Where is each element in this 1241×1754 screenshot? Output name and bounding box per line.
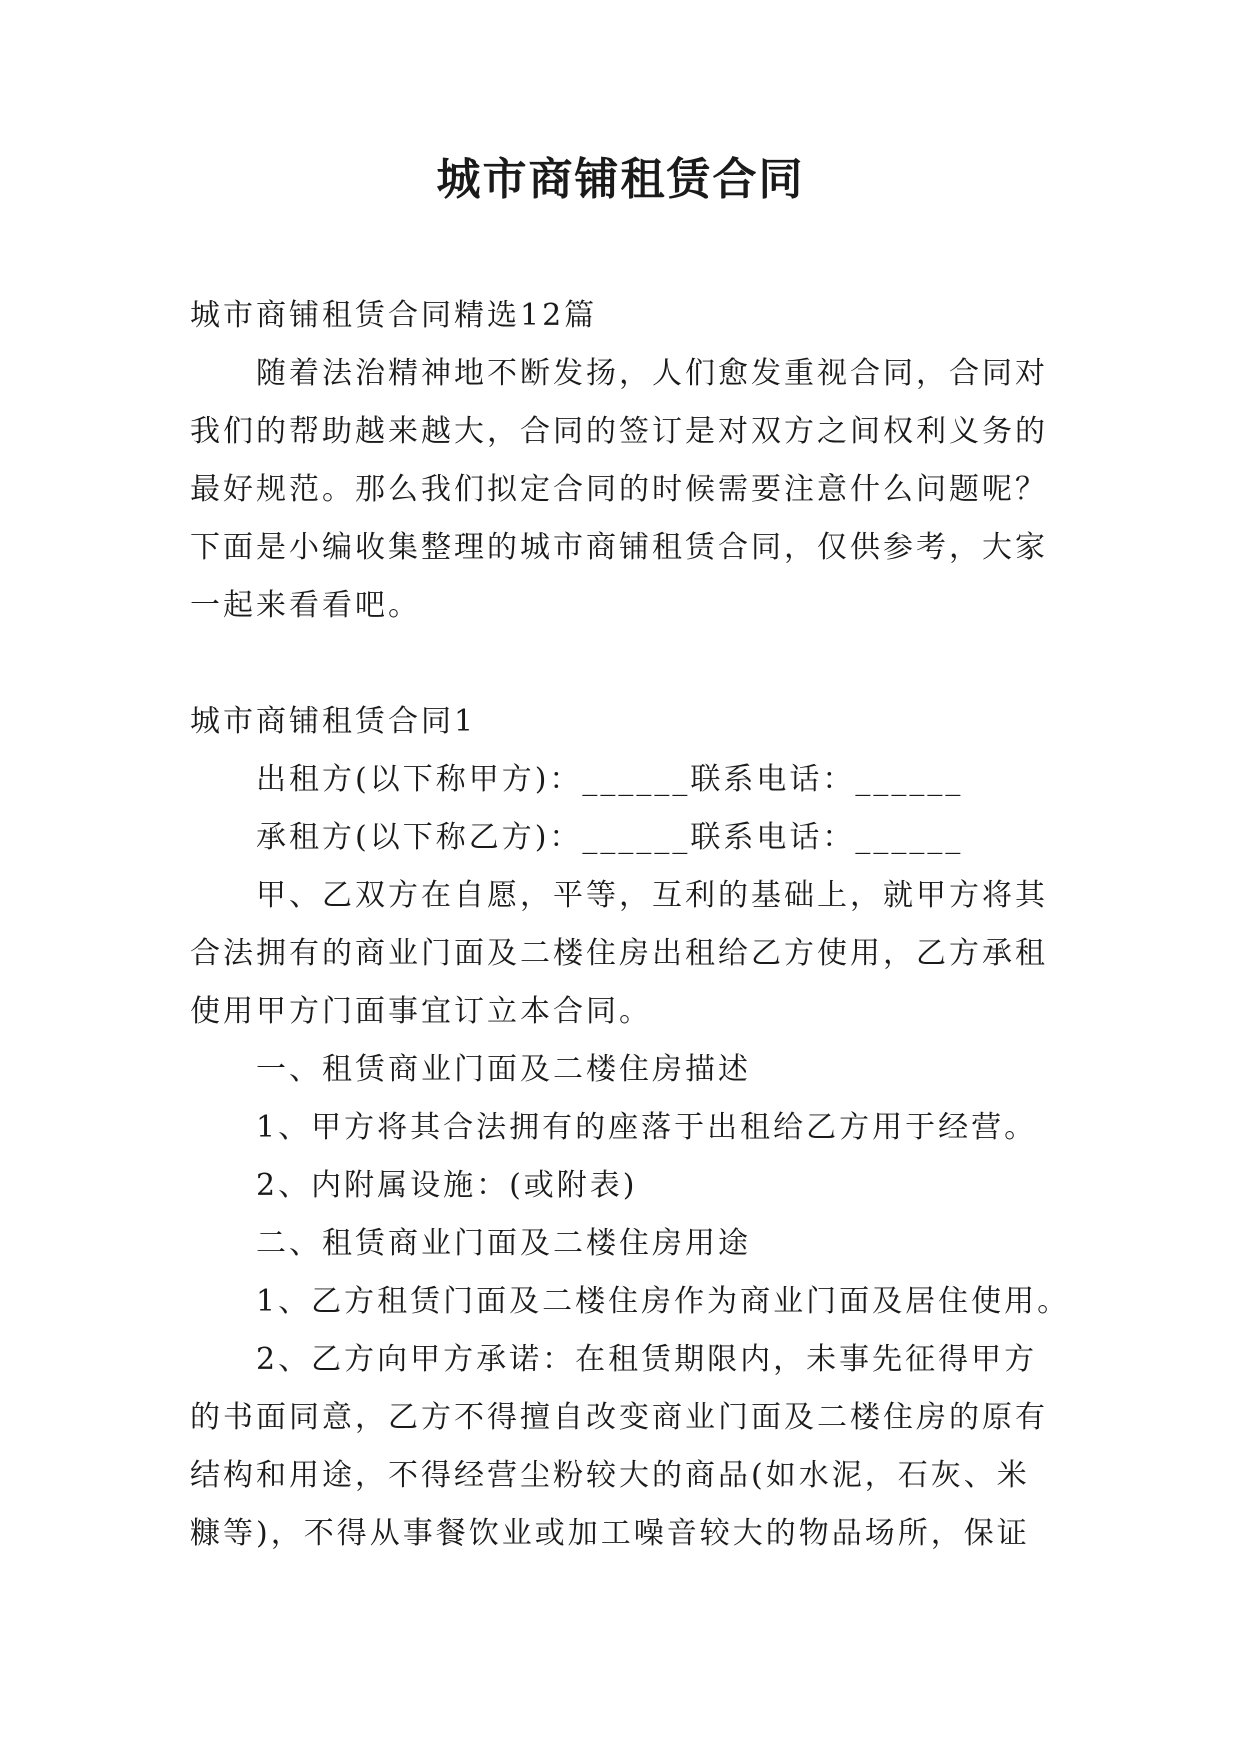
clause-2-item: 1、乙方租赁门面及二楼住房作为商业门面及居住使用。 xyxy=(256,1284,1071,1319)
clause-1-item: 1、甲方将其合法拥有的座落于出租给乙方用于经营。 xyxy=(256,1110,1038,1145)
clause-2-item-line: 的书面同意，乙方不得擅自改变商业门面及二楼住房的原有 xyxy=(190,1400,1048,1435)
intro-line: 随着法治精神地不断发扬，人们愈发重视合同，合同对 xyxy=(256,356,1048,391)
intro-line: 最好规范。那么我们拟定合同的时候需要注意什么问题呢？ xyxy=(190,472,1048,507)
clause-2-item-line: 结构和用途，不得经营尘粉较大的商品(如水泥，石灰、米 xyxy=(190,1458,1030,1493)
party-line-lessee: 承租方(以下称乙方)：______联系电话：______ xyxy=(256,820,964,855)
clause-2-item-line: 糠等)，不得从事餐饮业或加工噪音较大的物品场所，保证 xyxy=(190,1516,1030,1551)
document-body xyxy=(190,287,1071,1563)
intro-line: 一起来看看吧。 xyxy=(190,588,421,623)
party-line-lessor: 出租方(以下称甲方)：______联系电话：______ xyxy=(256,762,964,797)
intro-line: 下面是小编收集整理的城市商铺租赁合同，仅供参考，大家 xyxy=(190,530,1048,565)
paragraph-gap xyxy=(190,635,1060,693)
clause-2-item-line: 2、乙方向甲方承诺：在租赁期限内，未事先征得甲方 xyxy=(256,1342,1038,1377)
preamble-line: 合法拥有的商业门面及二楼住房出租给乙方使用，乙方承租 xyxy=(190,936,1048,971)
section-heading: 城市商铺租赁合同1 xyxy=(190,704,477,739)
clause-2-heading: 二、租赁商业门面及二楼住房用途 xyxy=(256,1226,751,1261)
clause-1-heading: 一、租赁商业门面及二楼住房描述 xyxy=(256,1052,751,1087)
clause-1-item: 2、内附属设施：(或附表) xyxy=(256,1168,638,1203)
intro-line: 我们的帮助越来越大，合同的签订是对双方之间权利义务的 xyxy=(190,414,1048,449)
document-title: 城市商铺租赁合同 xyxy=(436,154,805,205)
subtitle: 城市商铺租赁合同精选12篇 xyxy=(190,298,598,333)
preamble-line: 使用甲方门面事宜订立本合同。 xyxy=(190,994,652,1029)
preamble-line: 甲、乙双方在自愿，平等，互利的基础上，就甲方将其 xyxy=(256,878,1048,913)
